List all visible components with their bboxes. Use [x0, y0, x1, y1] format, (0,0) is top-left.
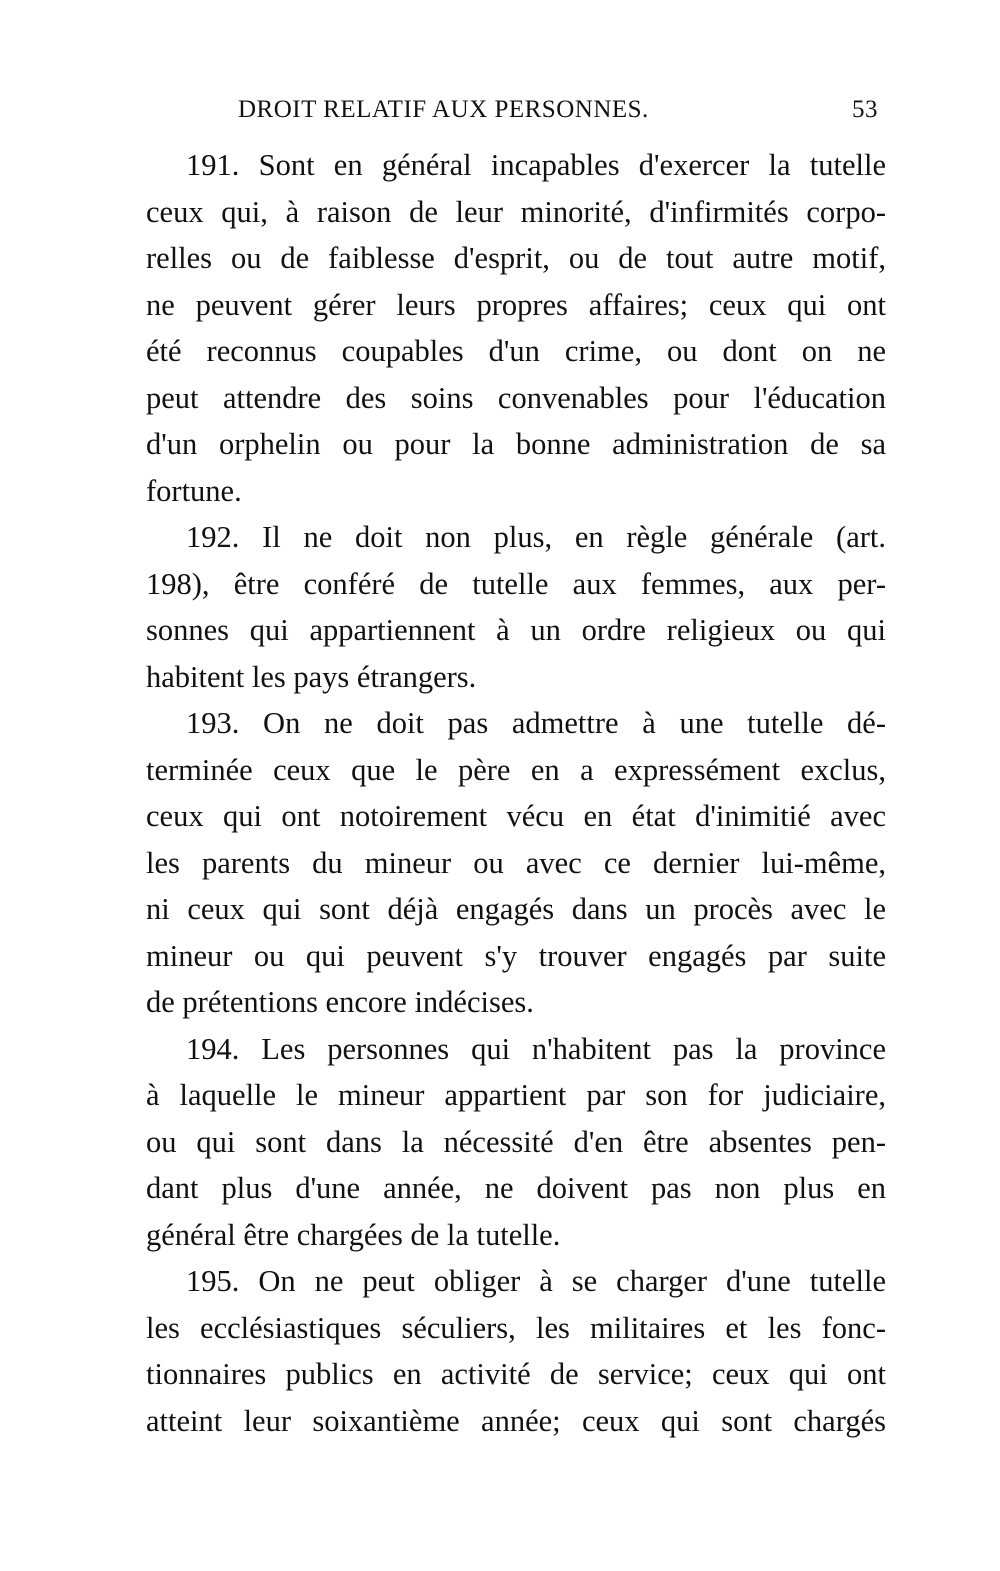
- text-line: général être chargées de la tutelle.: [146, 1217, 561, 1252]
- text-line: de prétentions encore indécises.: [146, 985, 534, 1019]
- text-line: les ecclésiastiques séculiers, les militaires et les fonc-: [146, 1310, 886, 1345]
- text-line: sonnes qui appartiennent à un ordre religieux ou qui: [146, 613, 886, 647]
- text-line: tionnaires publics en activité de service; ceux qui ont: [146, 1357, 886, 1391]
- text-line: fortune.: [146, 473, 242, 508]
- text-line: 192. Il ne doit non plus, en règle générale (art.: [186, 520, 886, 554]
- text-line: terminée ceux que le père en a expressément exclus,: [146, 752, 886, 787]
- text-line: à laquelle le mineur appartient par son for judiciaire,: [146, 1078, 886, 1112]
- text-line: 194. Les personnes qui n'habitent pas la province: [186, 1031, 886, 1066]
- body-text: [146, 142, 886, 1444]
- text-line: ou qui sont dans la nécessité d'en être absentes pen-: [146, 1124, 886, 1159]
- text-line: dant plus d'une année, ne doivent pas non plus en: [146, 1171, 886, 1205]
- text-line: d'un orphelin ou pour la bonne administration de sa: [146, 427, 886, 461]
- text-line: 191. Sont en général incapables d'exercer la tutelle: [186, 148, 886, 182]
- running-title: DROIT RELATIF AUX PERSONNES.: [238, 96, 649, 123]
- text-line: ceux qui ont notoirement vécu en état d'inimitié avec: [146, 799, 886, 833]
- text-line: été reconnus coupables d'un crime, ou dont on ne: [146, 334, 886, 368]
- text-line: 193. On ne doit pas admettre à une tutelle dé-: [186, 706, 886, 740]
- text-line: habitent les pays étrangers.: [146, 659, 477, 694]
- text-line: relles ou de faiblesse d'esprit, ou de tout autre motif,: [146, 241, 886, 275]
- text-line: peut attendre des soins convenables pour l'éducation: [146, 380, 886, 415]
- text-line: 198), être conféré de tutelle aux femmes, aux per-: [146, 566, 886, 601]
- text-line: les parents du mineur ou avec ce dernier lui-même,: [146, 845, 886, 880]
- running-head: [238, 96, 878, 136]
- text-line: 195. On ne peut obliger à se charger d'une tutelle: [186, 1264, 886, 1298]
- text-line: atteint leur soixantième année; ceux qui sont chargés: [146, 1403, 886, 1438]
- text-line: ne peuvent gérer leurs propres affaires; ceux qui ont: [146, 287, 886, 322]
- page-number: 53: [852, 96, 878, 123]
- text-line: mineur ou qui peuvent s'y trouver engagés par suite: [146, 938, 886, 973]
- text-line: ceux qui, à raison de leur minorité, d'infirmités corpo-: [146, 194, 886, 229]
- text-line: ni ceux qui sont déjà engagés dans un procès avec le: [146, 892, 886, 926]
